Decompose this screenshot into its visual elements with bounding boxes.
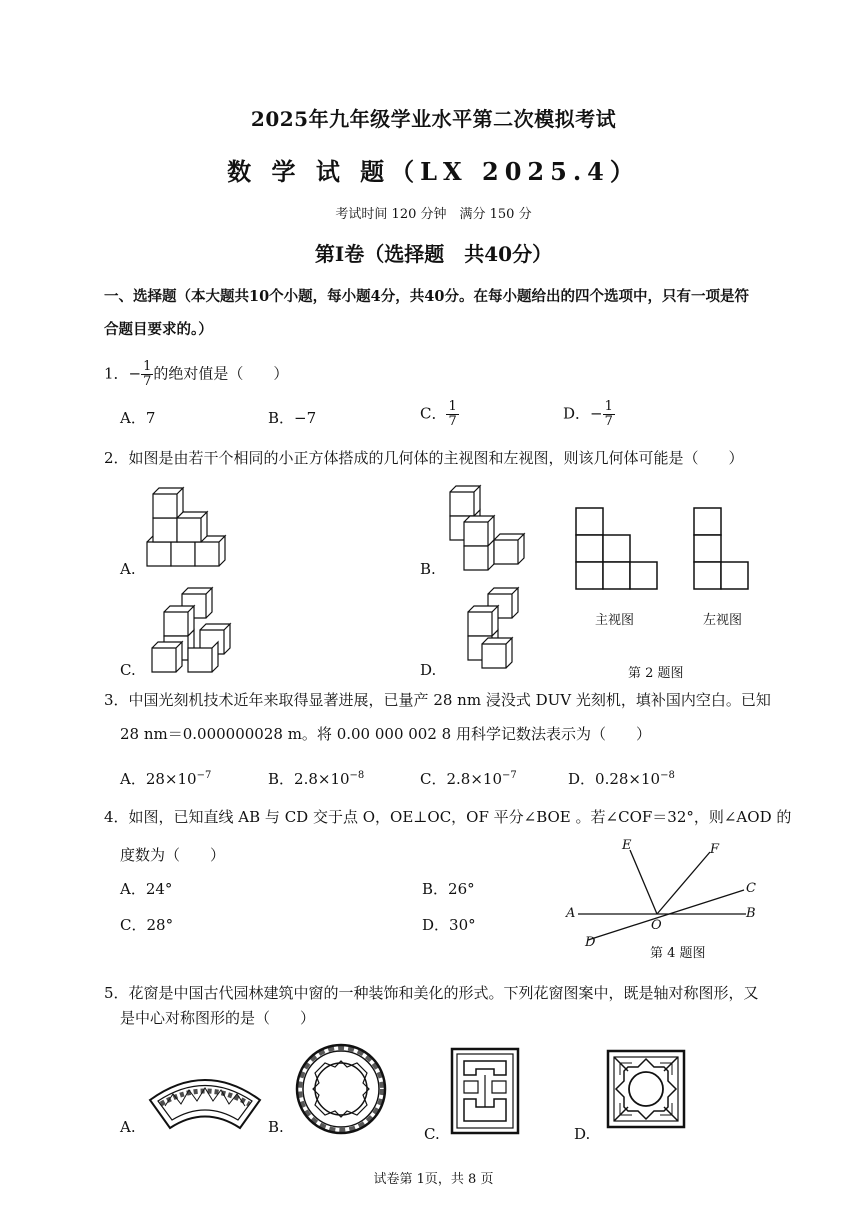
q4-option-c: C．28° — [120, 916, 174, 934]
q2-figure-caption: 第 2 题图 — [628, 666, 684, 681]
q4-option-b: B．26° — [422, 880, 475, 898]
q5-window-a — [145, 1070, 265, 1132]
q4-point-c: C — [746, 881, 756, 896]
q5-window-d — [606, 1049, 686, 1129]
q3-stem-line1: 3．中国光刻机技术近年来取得显著进展，已量产 28 nm 浸没式 DUV 光刻机，填补国内空白。已知 — [104, 691, 771, 709]
q3-option-b-base: B．2.8×10 — [268, 770, 350, 788]
q2-solid-c — [150, 588, 240, 673]
q1-number: 1． — [104, 364, 129, 383]
q2-solid-b — [444, 486, 534, 571]
q3-option-b — [268, 766, 364, 789]
q3-option-a-exp: −7 — [196, 770, 212, 781]
exam-info: 考试时间 120 分钟 满分 150 分 — [335, 207, 532, 222]
q2-label-b: B. — [420, 560, 436, 578]
q1-option-c-label: C． — [420, 404, 447, 423]
q5-window-b — [295, 1043, 387, 1135]
q4-point-a: A — [566, 906, 576, 921]
q4-point-b: B — [746, 906, 756, 921]
q3-option-c — [420, 766, 517, 789]
q3-option-a — [120, 766, 211, 789]
section-instruction-line2: 合题目要求的。） — [104, 321, 213, 338]
q2-stem: 2．如图是由若干个相同的小正方体搭成的几何体的主视图和左视图，则该几何体可能是（ ） — [104, 449, 744, 467]
q3-option-d-base: D．0.28×10 — [568, 770, 661, 788]
q1-option-a: A．7 — [120, 409, 156, 427]
q4-option-a: A．24° — [120, 880, 173, 898]
q2-solid-d — [464, 588, 524, 673]
q3-option-b-exp: −8 — [349, 770, 365, 781]
q1-fraction — [141, 360, 153, 389]
exam-subtitle: 数 学 试 题（LX 2025.4） — [227, 157, 640, 186]
q2-label-d: D. — [420, 661, 437, 679]
q1-minus: − — [128, 364, 142, 383]
q4-option-d: D．30° — [422, 916, 476, 934]
q5-window-c — [450, 1047, 520, 1135]
q2-label-c: C. — [120, 661, 136, 679]
q1-stem-text: 的绝对值是（ ） — [153, 364, 289, 383]
q4-figure-caption: 第 4 题图 — [650, 946, 706, 961]
ray-of — [657, 852, 710, 914]
q4-point-o: O — [651, 918, 662, 933]
q5-label-b: B. — [268, 1118, 284, 1136]
q4-point-d: D — [585, 935, 596, 950]
q3-stem-line2: 28 nm＝0.000000028 m。将 0.00 000 002 8 用科学记数法表示为（ ） — [120, 725, 651, 743]
q1-option-d-num: 1 — [604, 399, 613, 414]
q5-label-c: C. — [424, 1125, 440, 1143]
q1-fraction-num: 1 — [143, 359, 152, 374]
q2-left-view — [693, 507, 751, 589]
q2-label-a: A. — [120, 560, 136, 578]
q1-stem — [104, 360, 288, 389]
q1-option-d — [563, 400, 615, 429]
q1-option-d-fraction — [603, 400, 615, 429]
q5-stem-line2: 是中心对称图形的是（ ） — [120, 1009, 316, 1027]
q4-point-e: E — [622, 838, 632, 853]
q2-solid-a — [145, 488, 235, 568]
q4-stem-line1: 4．如图，已知直线 AB 与 CD 交于点 O，OE⊥OC，OF 平分∠BOE 。若∠COF＝32°，则∠AOD 的 — [104, 808, 792, 826]
q3-option-a-base: A．28×10 — [120, 770, 197, 788]
q2-left-view-label: 左视图 — [703, 613, 743, 628]
q4-stem-line2: 度数为（ ） — [120, 846, 226, 864]
q5-label-a: A. — [120, 1118, 136, 1136]
section-instruction-line1: 一、选择题（本大题共10个小题，每小题4分，共40分。在每小题给出的四个选项中，只有一项是符 — [104, 288, 749, 305]
q3-option-c-base: C．2.8×10 — [420, 770, 502, 788]
q1-option-c-den: 7 — [448, 414, 457, 429]
q2-front-view-label: 主视图 — [595, 613, 635, 628]
q1-option-d-den: 7 — [604, 414, 613, 429]
q1-option-b: B．−7 — [268, 409, 317, 427]
ray-oe — [630, 850, 657, 914]
page-footer: 试卷第 1页，共 8 页 — [373, 1172, 494, 1187]
q1-fraction-den: 7 — [143, 374, 152, 389]
q1-option-c-num: 1 — [448, 399, 457, 414]
volume-title: 第Ⅰ卷（选择题 共40分） — [314, 242, 553, 266]
q1-option-d-minus: − — [590, 404, 603, 423]
line-cd — [588, 890, 744, 940]
q3-option-c-exp: −7 — [502, 770, 517, 781]
exam-title: 2025年九年级学业水平第二次模拟考试 — [250, 107, 617, 131]
q1-option-c-fraction — [446, 400, 458, 429]
q3-option-d — [568, 766, 675, 789]
q5-stem-line1: 5．花窗是中国古代园林建筑中窗的一种装饰和美化的形式。下列花窗图案中，既是轴对称图形，又 — [104, 984, 759, 1002]
q5-label-d: D. — [574, 1125, 591, 1143]
q4-point-f: F — [710, 842, 720, 857]
q1-option-c — [420, 400, 459, 429]
q2-front-view — [575, 507, 659, 589]
q3-option-d-exp: −8 — [660, 770, 675, 781]
q1-option-d-label: D． — [563, 404, 591, 423]
